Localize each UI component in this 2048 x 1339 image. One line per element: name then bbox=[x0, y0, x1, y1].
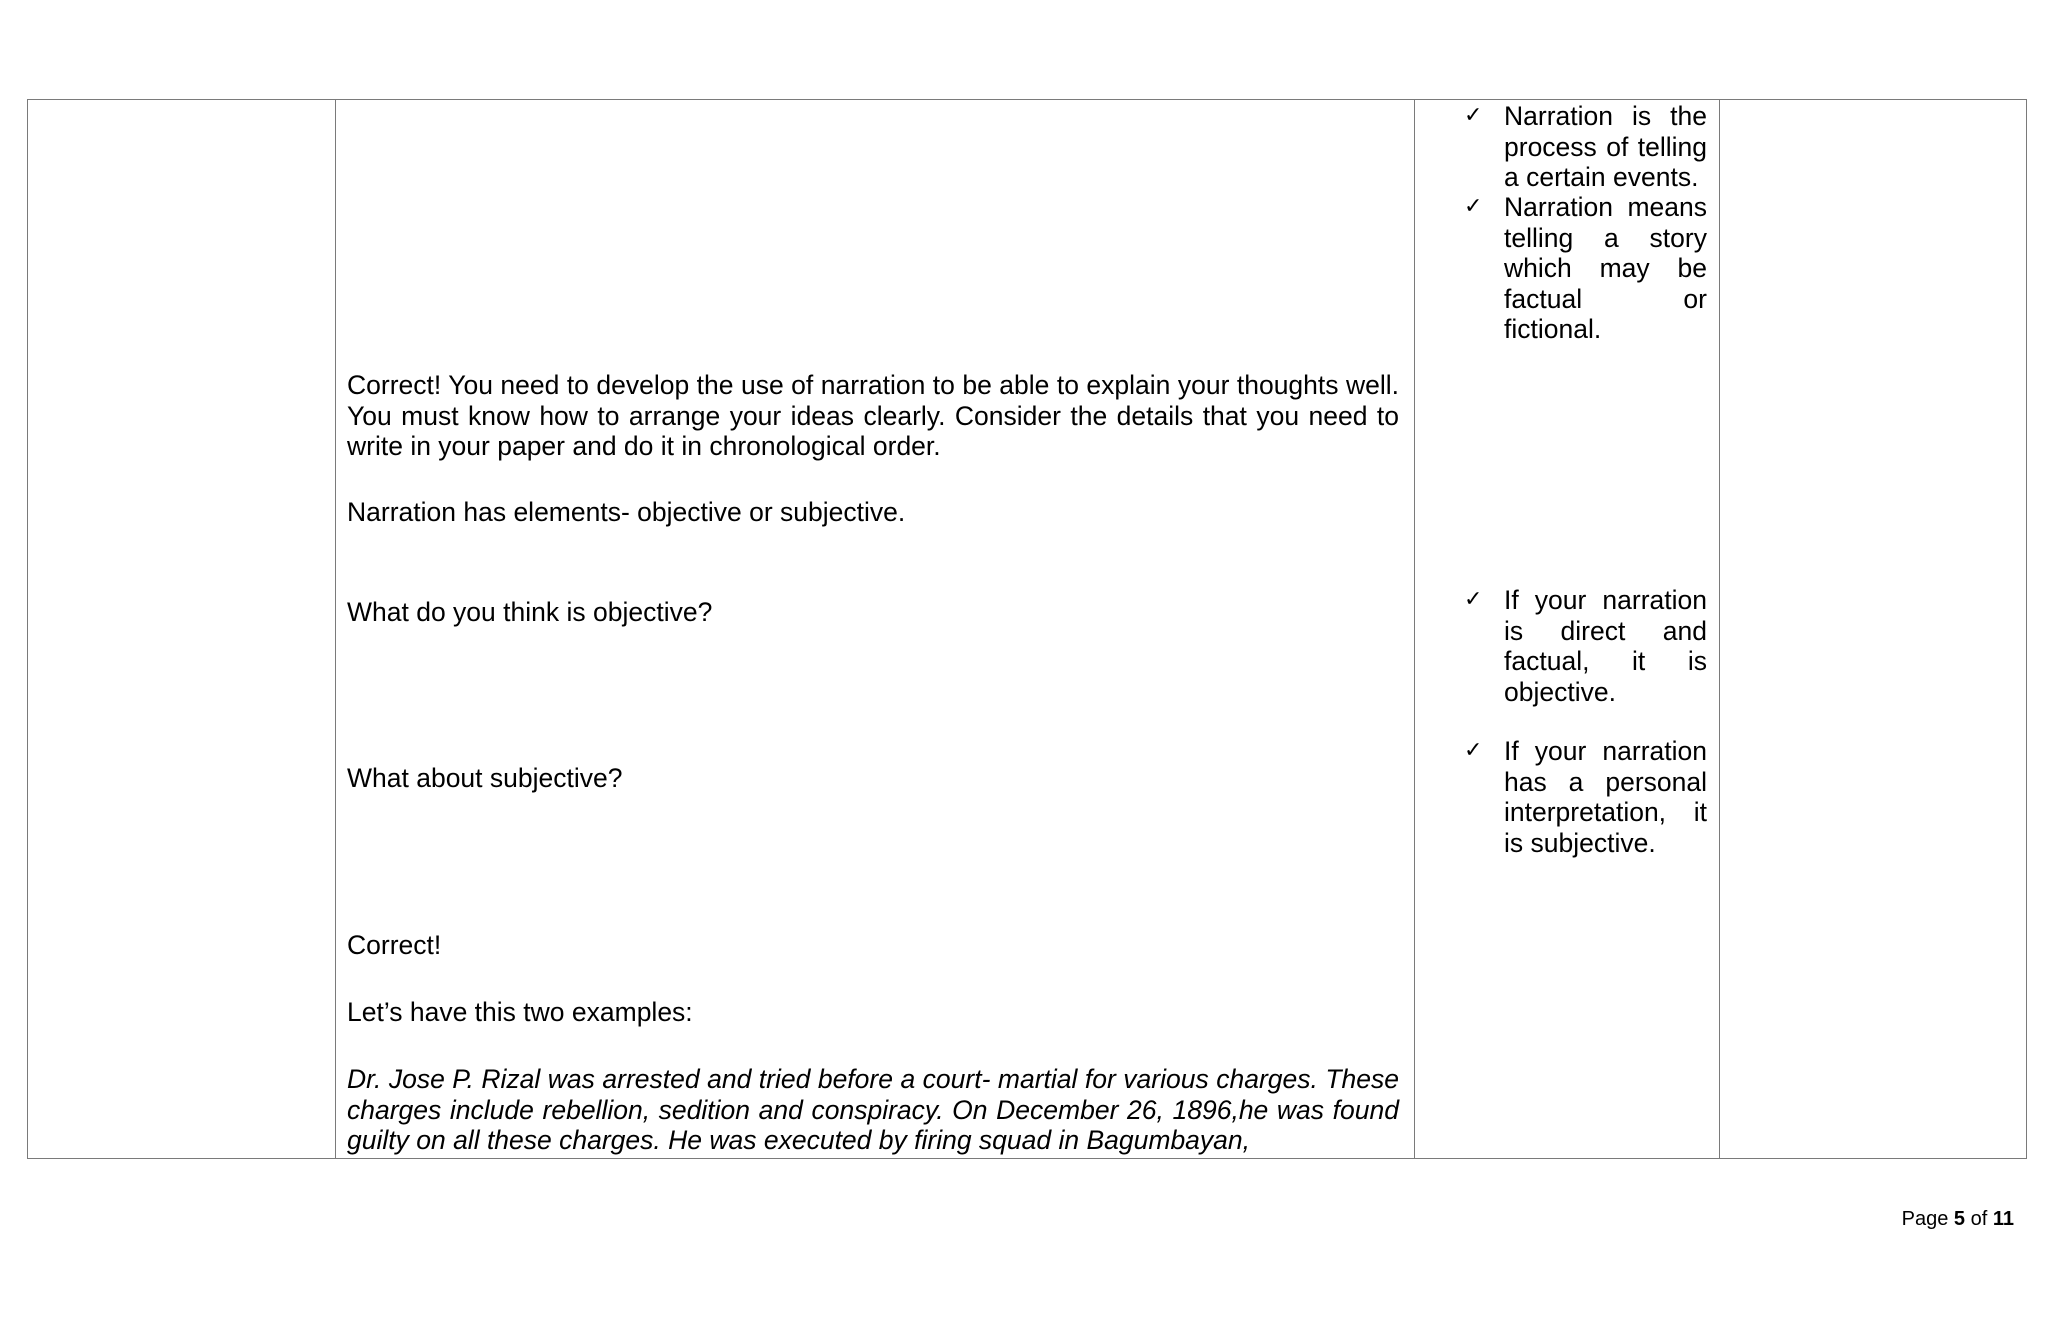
objectives-cell bbox=[28, 100, 335, 1158]
page-number bbox=[1902, 1207, 2014, 1231]
page-word: Page bbox=[1901, 1208, 1949, 1230]
check-item-text: If your narration has a personal interpretation, it is subjective. bbox=[1504, 736, 1707, 858]
check-icon: ✓ bbox=[1464, 587, 1483, 612]
example-rizal: Dr. Jose P. Rizal was arrested and tried before a court- martial for various charges. These charges include rebellion, sedition and conspiracy. On December 26, 1896,he was found guilty on all these charges. He was executed by firing squad in Bagumbayan, bbox=[347, 1064, 1399, 1155]
question-objective: What do you think is objective? bbox=[347, 597, 713, 627]
check-item-text: Narration means telling a story which may be factual or fictional. bbox=[1504, 192, 1707, 344]
student-activity-cell bbox=[1414, 100, 1719, 1158]
question-subjective: What about subjective? bbox=[347, 763, 623, 793]
check-icon: ✓ bbox=[1464, 738, 1483, 763]
teacher-activity-cell bbox=[335, 100, 1414, 1158]
total-pages-number: 11 bbox=[1992, 1208, 2014, 1230]
check-icon: ✓ bbox=[1464, 103, 1483, 128]
check-item-text: If your narration is direct and factual, it is objective. bbox=[1504, 585, 1707, 707]
remarks-cell bbox=[1719, 100, 2026, 1158]
check-item-text: Narration is the process of telling a certain events. bbox=[1504, 101, 1707, 192]
lesson-table bbox=[27, 99, 2027, 1159]
check-icon: ✓ bbox=[1464, 194, 1483, 219]
paragraph-examples-intro: Let’s have this two examples: bbox=[347, 997, 693, 1027]
of-word: of bbox=[1970, 1208, 1988, 1230]
paragraph-elements: Narration has elements- objective or subjective. bbox=[347, 497, 906, 527]
paragraph-correct: Correct! bbox=[347, 930, 442, 960]
paragraph-correct-develop: Correct! You need to develop the use of narration to be able to explain your thoughts well. You must know how to arrange your ideas clearly. Consider the details that you need to write in your paper and do it in chronological order. bbox=[347, 370, 1399, 461]
current-page-number: 5 bbox=[1953, 1208, 1966, 1230]
